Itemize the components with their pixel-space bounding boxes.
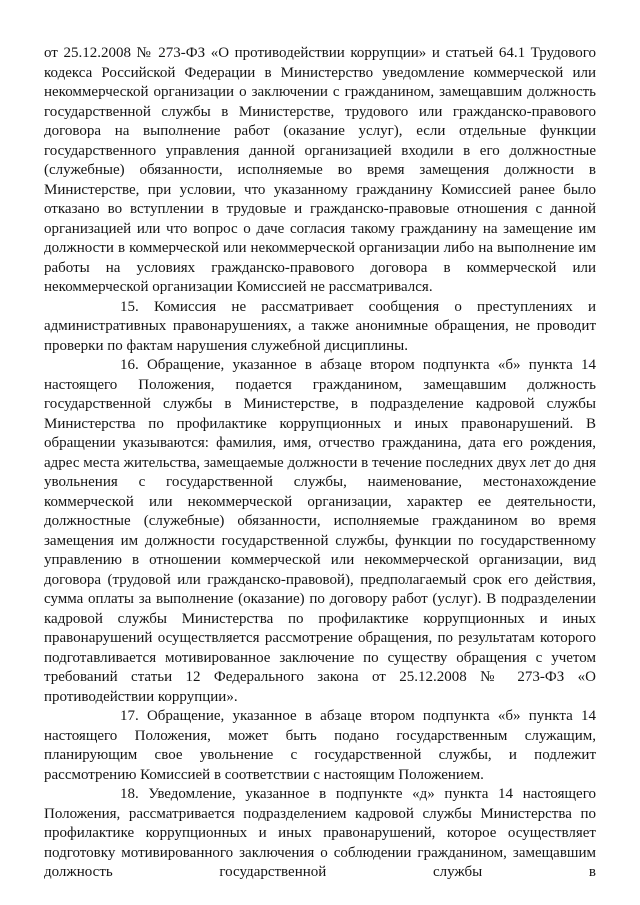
paragraph-15: 15. Комиссия не рассматривает сообщения о преступлениях и административных правонарушениях, а также анонимные обращения, не проводит проверки по фактам нарушения служебной дисциплины. <box>44 298 596 354</box>
paragraph-17: 17. Обращение, указанное в абзаце втором подпункта «б» пункта 14 настоящего Положения, может быть подано государственным служащим, планирующим свое увольнение с государственной службы, и подлежит рассмотрению Комиссией в соответствии с настоящим Положением. <box>44 708 596 783</box>
document-page <box>44 44 596 883</box>
paragraph-16: 16. Обращение, указанное в абзаце втором подпункта «б» пункта 14 настоящего Положения, подается гражданином, замещавшим должность государственной службы в Министерстве, в подразделение кадровой службы Министерства по профилактике коррупционных и иных правонарушений. В обращении указываются: фамилия, имя, отчество гражданина, дата его рождения, адрес места жительства, замещаемые должности в течение последних двух лет до дня увольнения с государственной службы, наименование, местонахождение коммерческой или некоммерческой организации, характер ее деятельности, должностные (служебные) обязанности, исполняемые гражданином во время замещения им должности государственной службы, функции по государственному управлению в отношении коммерческой или некоммерческой организации, вид договора (трудовой или гражданско-правовой), предполагаемый срок его действия, сумма оплаты за выполнение (оказание) по договору работ (услуг). В подразделении кадровой службы Министерства по профилактике коррупционных и иных правонарушений осуществляется рассмотрение обращения, по результатам которого подготавливается мотивированное заключение по существу обращения с учетом требований статьи 12 Федерального закона от 25.12.2008 № 273-ФЗ «О противодействии коррупции». <box>44 357 596 705</box>
paragraph-18: 18. Уведомление, указанное в подпункте «д» пункта 14 настоящего Положения, рассматривается подразделением кадровой службы Министерства по профилактике коррупционных и иных правонарушений, которое осуществляет подготовку мотивированного заключения о соблюдении гражданином, замещавшим должность государственной службы в <box>44 786 596 880</box>
paragraph-continuation: от 25.12.2008 № 273-ФЗ «О противодействии коррупции» и статьей 64.1 Трудового кодекса Российской Федерации в Министерство уведомление коммерческой или некоммерческой организации о заключении с гражданином, замещавшим должность государственной службы в Министерстве, трудового или гражданско-правового договора на выполнение работ (оказание услуг), если отдельные функции государственного управления данной организацией входили в его должностные (служебные) обязанности, исполняемые во время замещения должности в Министерстве, при условии, что указанному гражданину Комиссией ранее было отказано во вступлении в трудовые и гражданско-правовые отношения с данной организацией или что вопрос о даче согласия такому гражданину на замещение им должности в коммерческой или некоммерческой организации либо на выполнение им работы на условиях гражданско-правового договора в коммерческой или некоммерческой организации Комиссией не рассматривался. <box>44 45 596 295</box>
